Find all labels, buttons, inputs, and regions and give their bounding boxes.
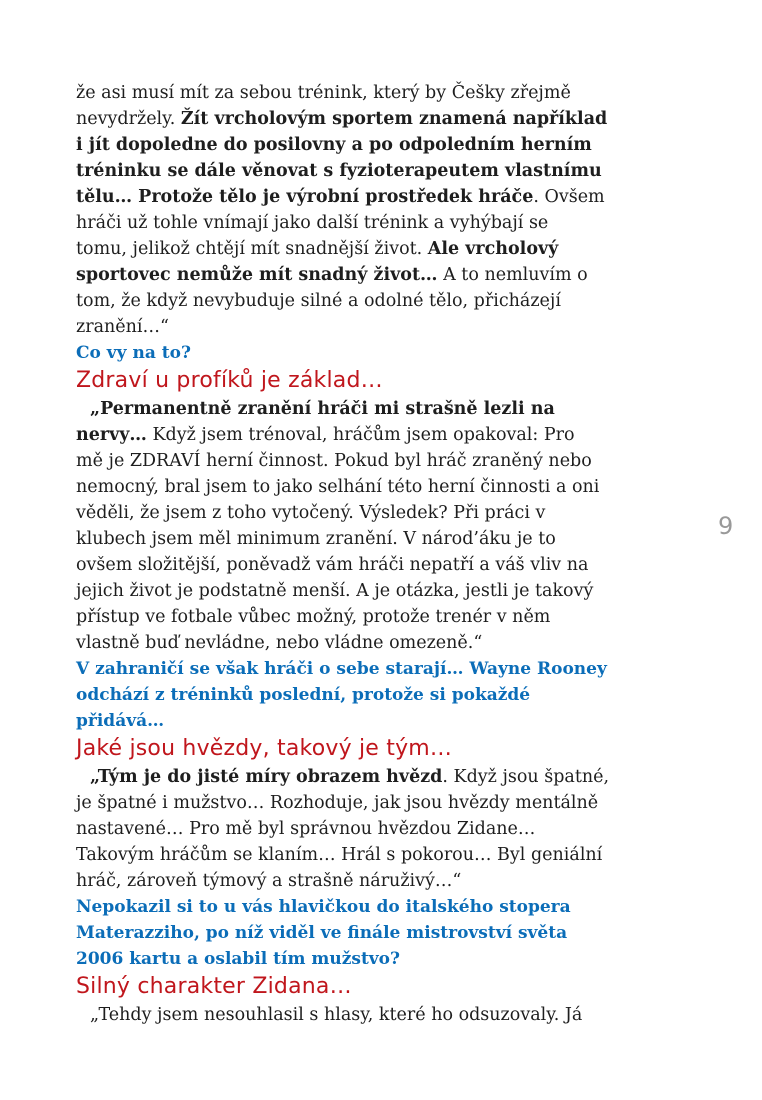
text-line xyxy=(76,132,688,158)
text-line xyxy=(76,396,688,422)
text-run: věděli, že jsem z toho vytočený. Výsledek? Při práci v xyxy=(76,503,546,523)
text-run: . Když jsou špatné, xyxy=(442,767,610,787)
text-line xyxy=(76,236,688,262)
section-heading: Silný charakter Zidana… xyxy=(76,974,352,999)
text-line xyxy=(76,448,688,474)
section-heading: Jaké jsou hvězdy, takový je tým… xyxy=(76,736,453,761)
text-run: přístup ve fotbale vůbec možný, protože trenér v něm xyxy=(76,607,551,627)
text-run: hráči už tohle vnímají jako další trénink a vyhýbají se xyxy=(76,213,549,233)
text-line xyxy=(76,1002,688,1028)
paragraph-4 xyxy=(76,1002,688,1028)
bold-text-run: tréninku se dále věnovat s fyzioterapeutem vlastnímu xyxy=(76,161,602,181)
text-run: jejich život je podstatně menší. A je otázka, jestli je takový xyxy=(76,581,594,601)
interview-question xyxy=(76,656,688,734)
text-run: nastavené… Pro mě byl správnou hvězdou Zidane… xyxy=(76,819,536,839)
text-line xyxy=(76,210,688,236)
text-run: je špatné i mužstvo… Rozhoduje, jak jsou hvězdy mentálně xyxy=(76,793,599,813)
text-line xyxy=(76,578,688,604)
text-line xyxy=(76,184,688,210)
text-line xyxy=(76,790,688,816)
text-run: tomu, jelikož chtějí mít snadnější život. xyxy=(76,239,428,259)
paragraph-2 xyxy=(76,396,688,656)
question-line: 2006 kartu a oslabil tím mužstvo? xyxy=(76,949,400,969)
text-run: mě je ZDRAVÍ herní činnost. Pokud byl hráč zraněný nebo xyxy=(76,451,592,471)
bold-text-run: tělu… Protože tělo je výrobní prostředek hráče xyxy=(76,187,534,207)
question-line: Nepokazil si to u vás hlavičkou do italského stopera xyxy=(76,897,571,917)
text-run: . Ovšem xyxy=(533,187,605,207)
question-line: přidává… xyxy=(76,711,165,731)
text-line xyxy=(76,868,688,894)
interview-question xyxy=(76,894,688,972)
bold-text-run: „Tým je do jisté míry obrazem hvězd xyxy=(90,767,443,787)
text-run: hráč, zároveň týmový a strašně náruživý…“ xyxy=(76,871,462,891)
section-heading: Zdraví u profíků je základ… xyxy=(76,368,383,393)
article-page xyxy=(76,80,688,1028)
text-run: ovšem složitější, poněvadž vám hráči nepatří a váš vliv na xyxy=(76,555,589,575)
bold-text-run: Ale vrcholový xyxy=(427,239,559,259)
text-line xyxy=(76,816,688,842)
text-line xyxy=(76,630,688,656)
text-run: Když jsem trénoval, hráčům jsem opakoval: Pro xyxy=(146,425,575,445)
question-line: odchází z tréninků poslední, protože si pokaždé xyxy=(76,685,531,705)
text-line xyxy=(76,422,688,448)
text-line xyxy=(76,158,688,184)
paragraph-3 xyxy=(76,764,688,894)
bold-text-run: „Permanentně zranění hráči mi strašně lezli na xyxy=(90,399,555,419)
text-run: nemocný, bral jsem to jako selhání této herní činnosti a oni xyxy=(76,477,600,497)
text-line xyxy=(76,80,688,106)
text-line xyxy=(76,764,688,790)
text-run: A to nemluvím o xyxy=(437,265,588,285)
bold-text-run: nervy… xyxy=(76,425,147,445)
text-line xyxy=(76,526,688,552)
bold-text-run: Žít vrcholovým sportem znamená například xyxy=(180,109,608,129)
text-line xyxy=(76,842,688,868)
question-line: Materazziho, po níž viděl ve finále mistrovství světa xyxy=(76,923,568,943)
text-line xyxy=(76,552,688,578)
text-run: zranění…“ xyxy=(76,317,169,337)
paragraph-1 xyxy=(76,80,688,340)
text-run: klubech jsem měl minimum zranění. V národ’áku je to xyxy=(76,529,556,549)
text-run: tom, že když nevybuduje silné a odolné tělo, přicházejí xyxy=(76,291,561,311)
text-line xyxy=(76,474,688,500)
page-number: 9 xyxy=(718,512,734,540)
bold-text-run: sportovec nemůže mít snadný život… xyxy=(76,265,438,285)
text-line xyxy=(76,262,688,288)
bold-text-run: i jít dopoledne do posilovny a po odpoledním herním xyxy=(76,135,592,155)
interview-question: Co vy na to? xyxy=(76,343,191,363)
text-run: že asi musí mít za sebou trénink, který by Češky zřejmě xyxy=(76,83,571,103)
text-line xyxy=(76,288,688,314)
text-run: nevydržely. xyxy=(76,109,181,129)
text-line xyxy=(76,106,688,132)
text-line xyxy=(76,604,688,630)
text-run: vlastně buď nevládne, nebo vládne omezeně.“ xyxy=(76,633,483,653)
text-line xyxy=(76,500,688,526)
text-run: Takovým hráčům se klaním… Hrál s pokorou… Byl geniální xyxy=(76,845,603,865)
question-line: V zahraničí se však hráči o sebe starají… Wayne Rooney xyxy=(76,659,607,679)
text-line xyxy=(76,314,688,340)
text-run: „Tehdy jsem nesouhlasil s hlasy, které ho odsuzovaly. Já xyxy=(90,1005,583,1025)
